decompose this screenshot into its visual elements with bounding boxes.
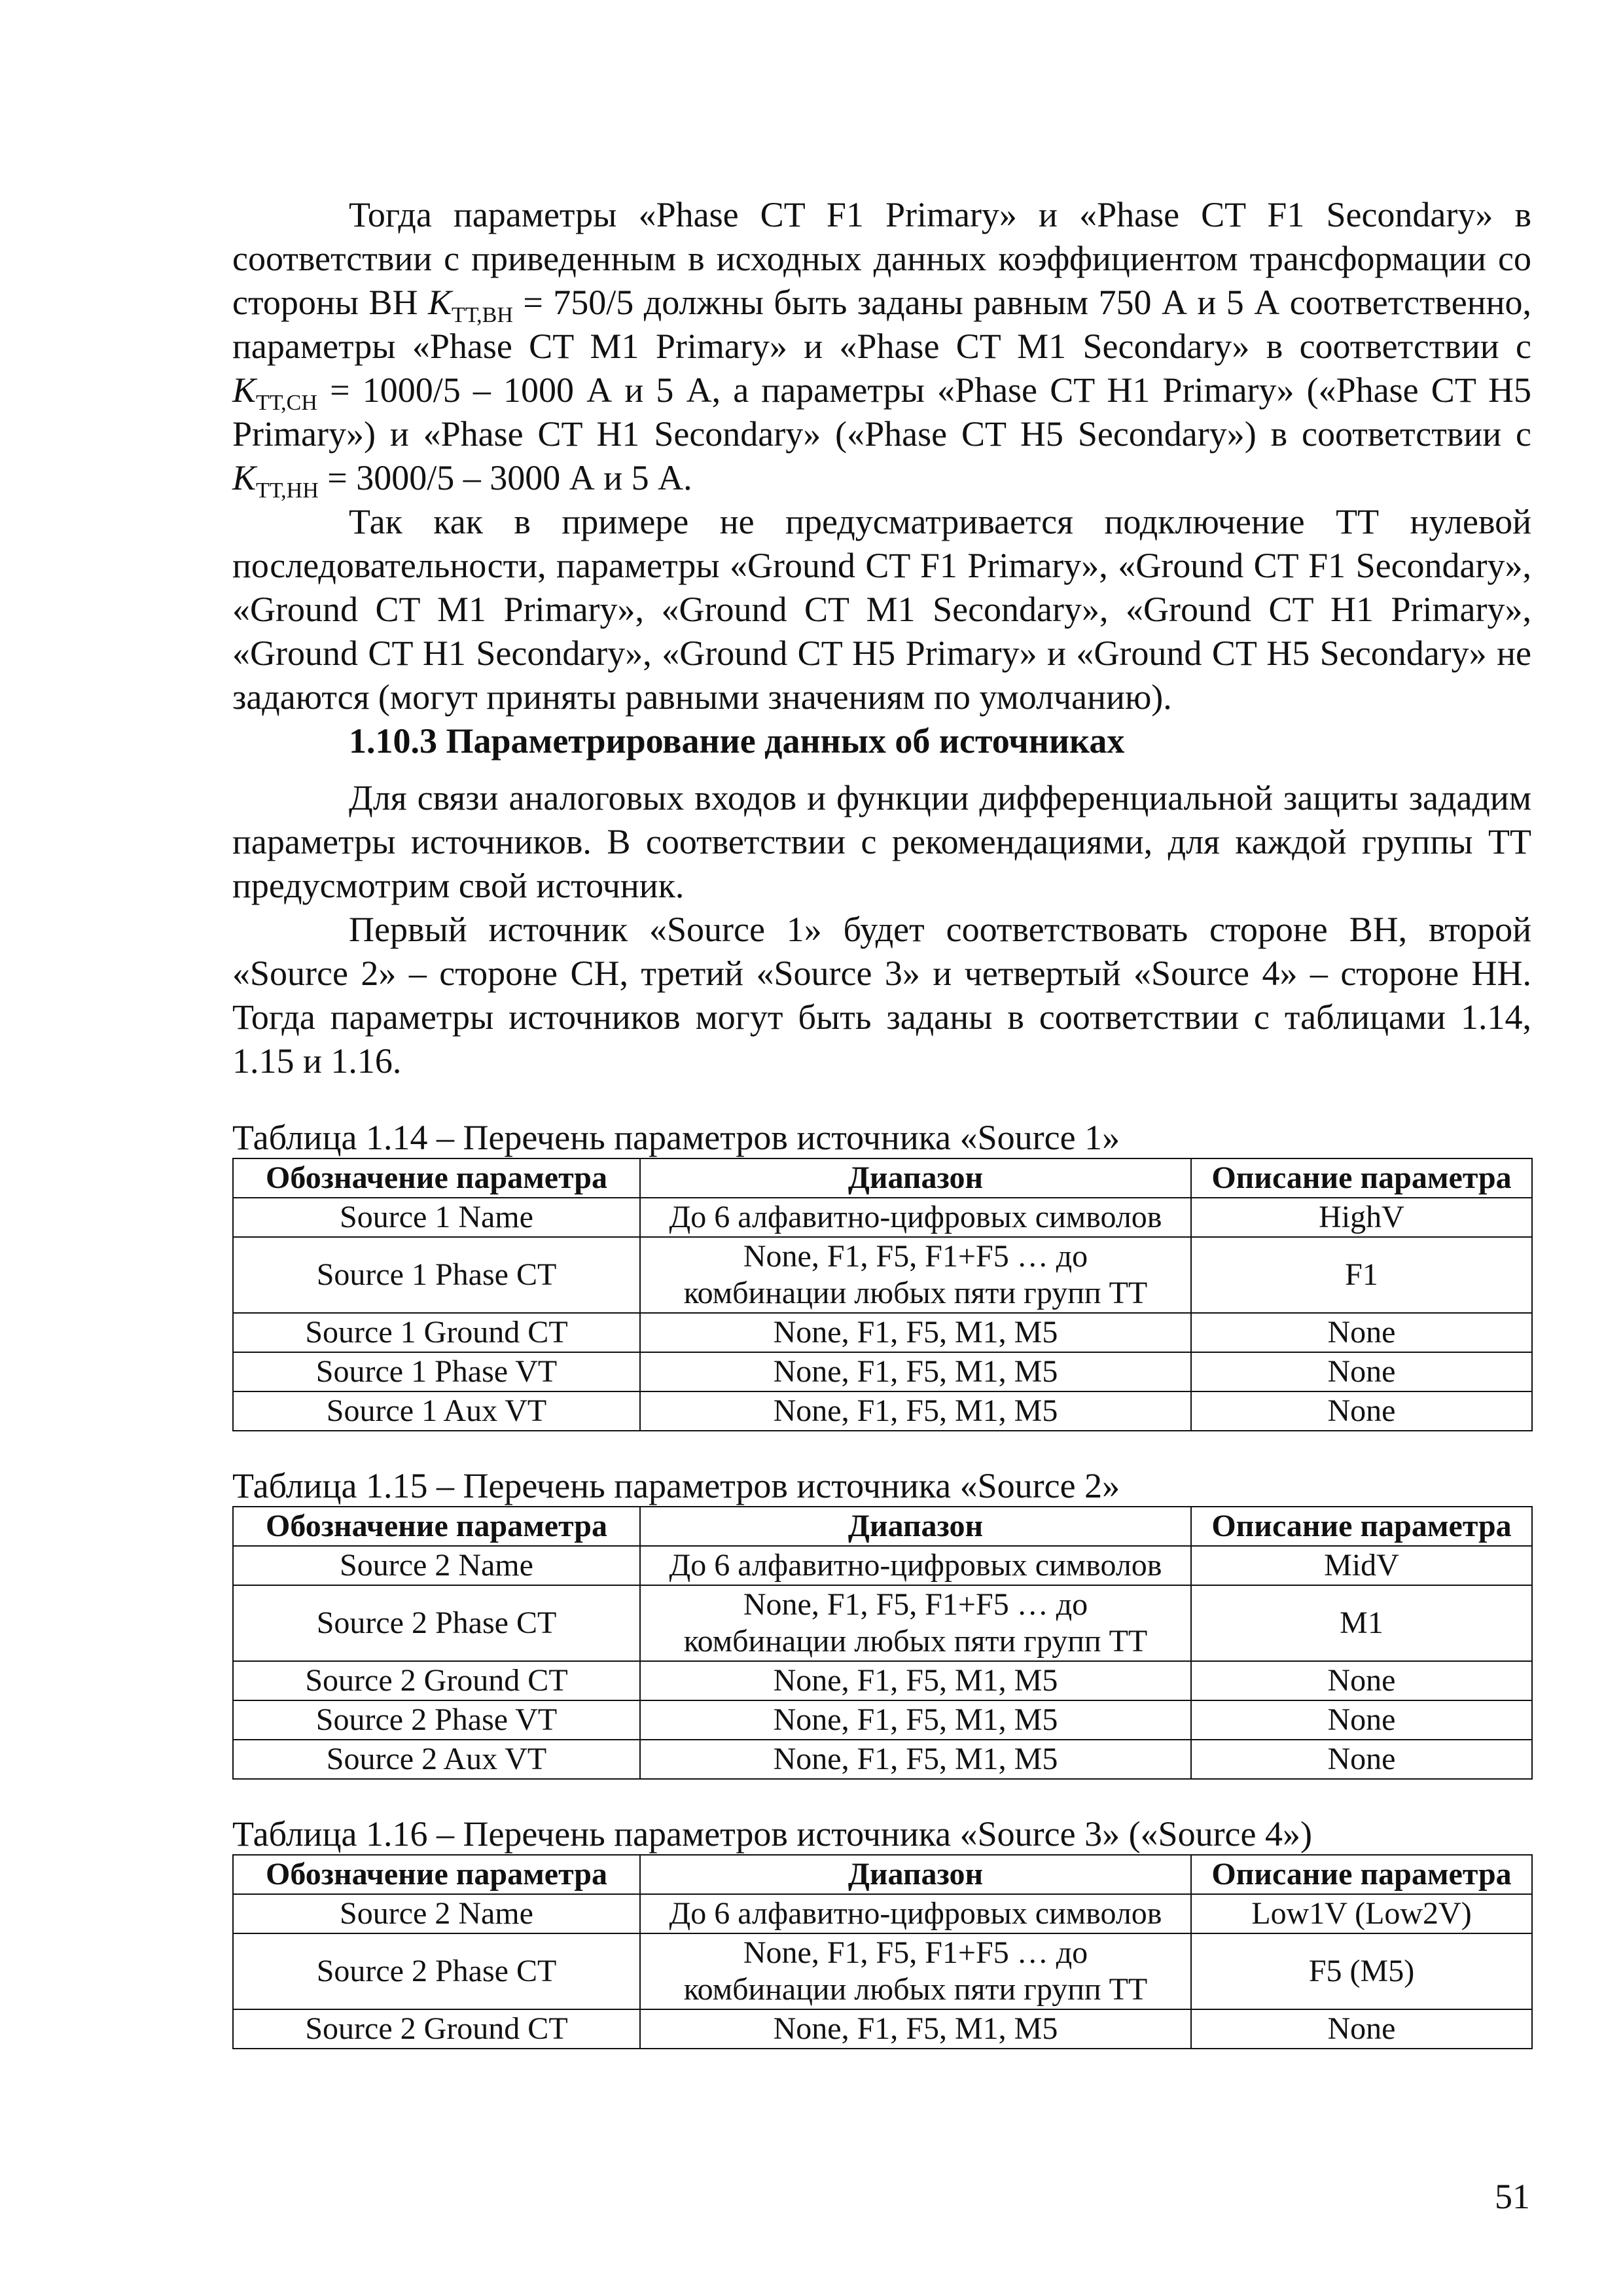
range-line: None, F1, F5, M1, M5 — [773, 1663, 1058, 1698]
parameter-name-cell: Source 2 Phase VT — [233, 1700, 640, 1740]
parameter-name-cell: Source 2 Phase CT — [233, 1933, 640, 2009]
parameter-range-cell — [640, 1198, 1191, 1237]
section-heading: 1.10.3 Параметрирование данных об источниках — [349, 721, 1125, 761]
range-line: None, F1, F5, F1+F5 … до — [743, 1239, 1088, 1274]
column-header: Описание параметра — [1191, 1158, 1532, 1198]
parameter-value-cell: HighV — [1191, 1198, 1532, 1237]
parameter-value-cell: F5 (M5) — [1191, 1933, 1532, 2009]
table-row — [233, 1933, 1532, 2009]
parameter-value-cell: Low1V (Low2V) — [1191, 1894, 1532, 1933]
parameter-range-cell — [640, 1237, 1191, 1313]
parameter-range-cell — [640, 1352, 1191, 1391]
parameter-range-cell — [640, 1933, 1191, 2009]
parameter-name-cell: Source 2 Name — [233, 1894, 640, 1933]
parameter-name-cell: Source 2 Aux VT — [233, 1740, 640, 1779]
parameter-name-cell: Source 1 Ground CT — [233, 1313, 640, 1352]
coefficient-k-lv: $K_{ТТ,НН}$ — [232, 458, 319, 503]
parameter-name-cell: Source 1 Phase VT — [233, 1352, 640, 1391]
table-row — [233, 1352, 1532, 1391]
paragraph-ground-ct: Так как в примере не предусматривается подключение ТТ нулевой последовательности, параметры «Ground CT F1 Primary», «Ground CT F1 Secondary», «Ground CT M1 Primary», «Ground CT M1 Secondary», «Ground CT H1 Primary», «Ground CT H1 Secondary», «Ground CT H5 Primary» и «Ground CT H5 Secondary» не задаются (могут приняты равными значениям по умолчанию). — [232, 502, 1531, 717]
range-line: До 6 алфавитно-цифровых символов — [669, 1548, 1162, 1583]
parameter-name-cell: Source 1 Name — [233, 1198, 640, 1237]
table-caption: Таблица 1.16 – Перечень параметров источника «Source 3» («Source 4») — [232, 1814, 1312, 1854]
range-line: До 6 алфавитно-цифровых символов — [669, 1896, 1162, 1931]
parameter-range-cell — [640, 1894, 1191, 1933]
range-line: None, F1, F5, F1+F5 … до — [743, 1935, 1088, 1970]
parameter-name-cell: Source 2 Phase CT — [233, 1585, 640, 1661]
document-page — [232, 193, 1531, 2049]
parameter-value-cell: MidV — [1191, 1546, 1532, 1585]
parameter-name-cell: Source 1 Aux VT — [233, 1391, 640, 1431]
paragraph-ct-ratios — [232, 193, 1531, 503]
table-caption: Таблица 1.15 – Перечень параметров источника «Source 2» — [232, 1466, 1120, 1505]
table-row — [233, 1198, 1532, 1237]
paragraph-sources-mapping: Первый источник «Source 1» будет соответствовать стороне ВН, второй «Source 2» – стороне СН, третий «Source 3» и четвертый «Source 4» – стороне НН. Тогда параметры источников могут быть заданы в соответствии с таблицами 1.14, 1.15 и 1.16. — [232, 910, 1531, 1081]
paragraph-text: = 3000/5 – 3000 А и 5 А. — [318, 458, 692, 497]
parameters-table — [232, 1506, 1533, 1780]
range-line: None, F1, F5, M1, M5 — [773, 1315, 1058, 1350]
table-row — [233, 1894, 1532, 1933]
column-header: Описание параметра — [1191, 1855, 1532, 1894]
table-row — [233, 1546, 1532, 1585]
parameter-range-cell — [640, 1391, 1191, 1431]
parameter-range-cell — [640, 1740, 1191, 1779]
column-header: Диапазон — [640, 1158, 1191, 1198]
parameter-range-cell — [640, 1546, 1191, 1585]
column-header: Обозначение параметра — [233, 1158, 640, 1198]
coefficient-k-mv: $K_{ТТ,СН}$ — [232, 370, 317, 415]
parameter-value-cell: None — [1191, 2009, 1532, 2049]
column-header: Обозначение параметра — [233, 1507, 640, 1546]
tables-container — [232, 1117, 1531, 2049]
range-line: None, F1, F5, M1, M5 — [773, 2011, 1058, 2046]
table-row — [233, 2009, 1532, 2049]
table-row — [233, 1740, 1532, 1779]
table-row — [233, 1391, 1532, 1431]
parameter-range-cell — [640, 1661, 1191, 1700]
parameter-value-cell: None — [1191, 1313, 1532, 1352]
parameter-range-cell — [640, 1313, 1191, 1352]
paragraph-sources-intro: Для связи аналоговых входов и функции дифференциальной защиты зададим параметры источников. В соответствии с рекомендациями, для каждой группы ТТ предусмотрим свой источник. — [232, 778, 1531, 905]
range-line: комбинации любых пяти групп ТТ — [683, 1972, 1148, 2007]
parameters-table — [232, 1158, 1533, 1431]
page-number: 51 — [1495, 2177, 1530, 2216]
column-header: Описание параметра — [1191, 1507, 1532, 1546]
parameter-value-cell: None — [1191, 1391, 1532, 1431]
parameter-range-cell — [640, 1700, 1191, 1740]
coefficient-k-hv: $K_{ТТ,ВН}$ — [427, 283, 513, 327]
parameter-name-cell: Source 2 Name — [233, 1546, 640, 1585]
parameter-range-cell — [640, 1585, 1191, 1661]
parameter-value-cell: None — [1191, 1661, 1532, 1700]
range-line: None, F1, F5, M1, M5 — [773, 1702, 1058, 1737]
parameter-value-cell: F1 — [1191, 1237, 1532, 1313]
range-line: До 6 алфавитно-цифровых символов — [669, 1200, 1162, 1234]
column-header: Обозначение параметра — [233, 1855, 640, 1894]
parameter-value-cell: None — [1191, 1700, 1532, 1740]
parameter-range-cell — [640, 2009, 1191, 2049]
range-line: None, F1, F5, M1, M5 — [773, 1742, 1058, 1776]
parameter-name-cell: Source 2 Ground CT — [233, 1661, 640, 1700]
table-row — [233, 1585, 1532, 1661]
paragraph-text: Тогда параметры «Phase CT F1 Primary» и «Phase CT F1 Secondary» в соответствии с приведенным в исходных данных коэффициентом трансформации со стороны ВН — [232, 195, 1531, 322]
parameter-name-cell: Source 2 Ground CT — [233, 2009, 640, 2049]
range-line: None, F1, F5, M1, M5 — [773, 1354, 1058, 1389]
range-line: комбинации любых пяти групп ТТ — [683, 1276, 1148, 1310]
column-header: Диапазон — [640, 1855, 1191, 1894]
parameter-value-cell: None — [1191, 1352, 1532, 1391]
paragraph-text: = 750/5 должны быть заданы равным 750 А и 5 А соответственно, параметры «Phase CT M1 Primary» и «Phase CT M1 Secondary» в соответствии с — [232, 283, 1531, 366]
range-line: None, F1, F5, F1+F5 … до — [743, 1587, 1088, 1622]
parameter-value-cell: None — [1191, 1740, 1532, 1779]
table-row — [233, 1313, 1532, 1352]
table-row — [233, 1237, 1532, 1313]
table-row — [233, 1661, 1532, 1700]
paragraph-text: = 1000/5 – 1000 А и 5 А, а параметры «Phase CT H1 Primary» («Phase CT H5 Primary») и «Phase CT H1 Secondary» («Phase CT H5 Secondary») в соответствии с — [232, 370, 1531, 454]
table-caption: Таблица 1.14 – Перечень параметров источника «Source 1» — [232, 1118, 1120, 1157]
range-line: комбинации любых пяти групп ТТ — [683, 1624, 1148, 1659]
parameter-name-cell: Source 1 Phase CT — [233, 1237, 640, 1313]
parameter-value-cell: M1 — [1191, 1585, 1532, 1661]
parameters-table — [232, 1854, 1533, 2049]
table-row — [233, 1700, 1532, 1740]
column-header: Диапазон — [640, 1507, 1191, 1546]
range-line: None, F1, F5, M1, M5 — [773, 1393, 1058, 1428]
